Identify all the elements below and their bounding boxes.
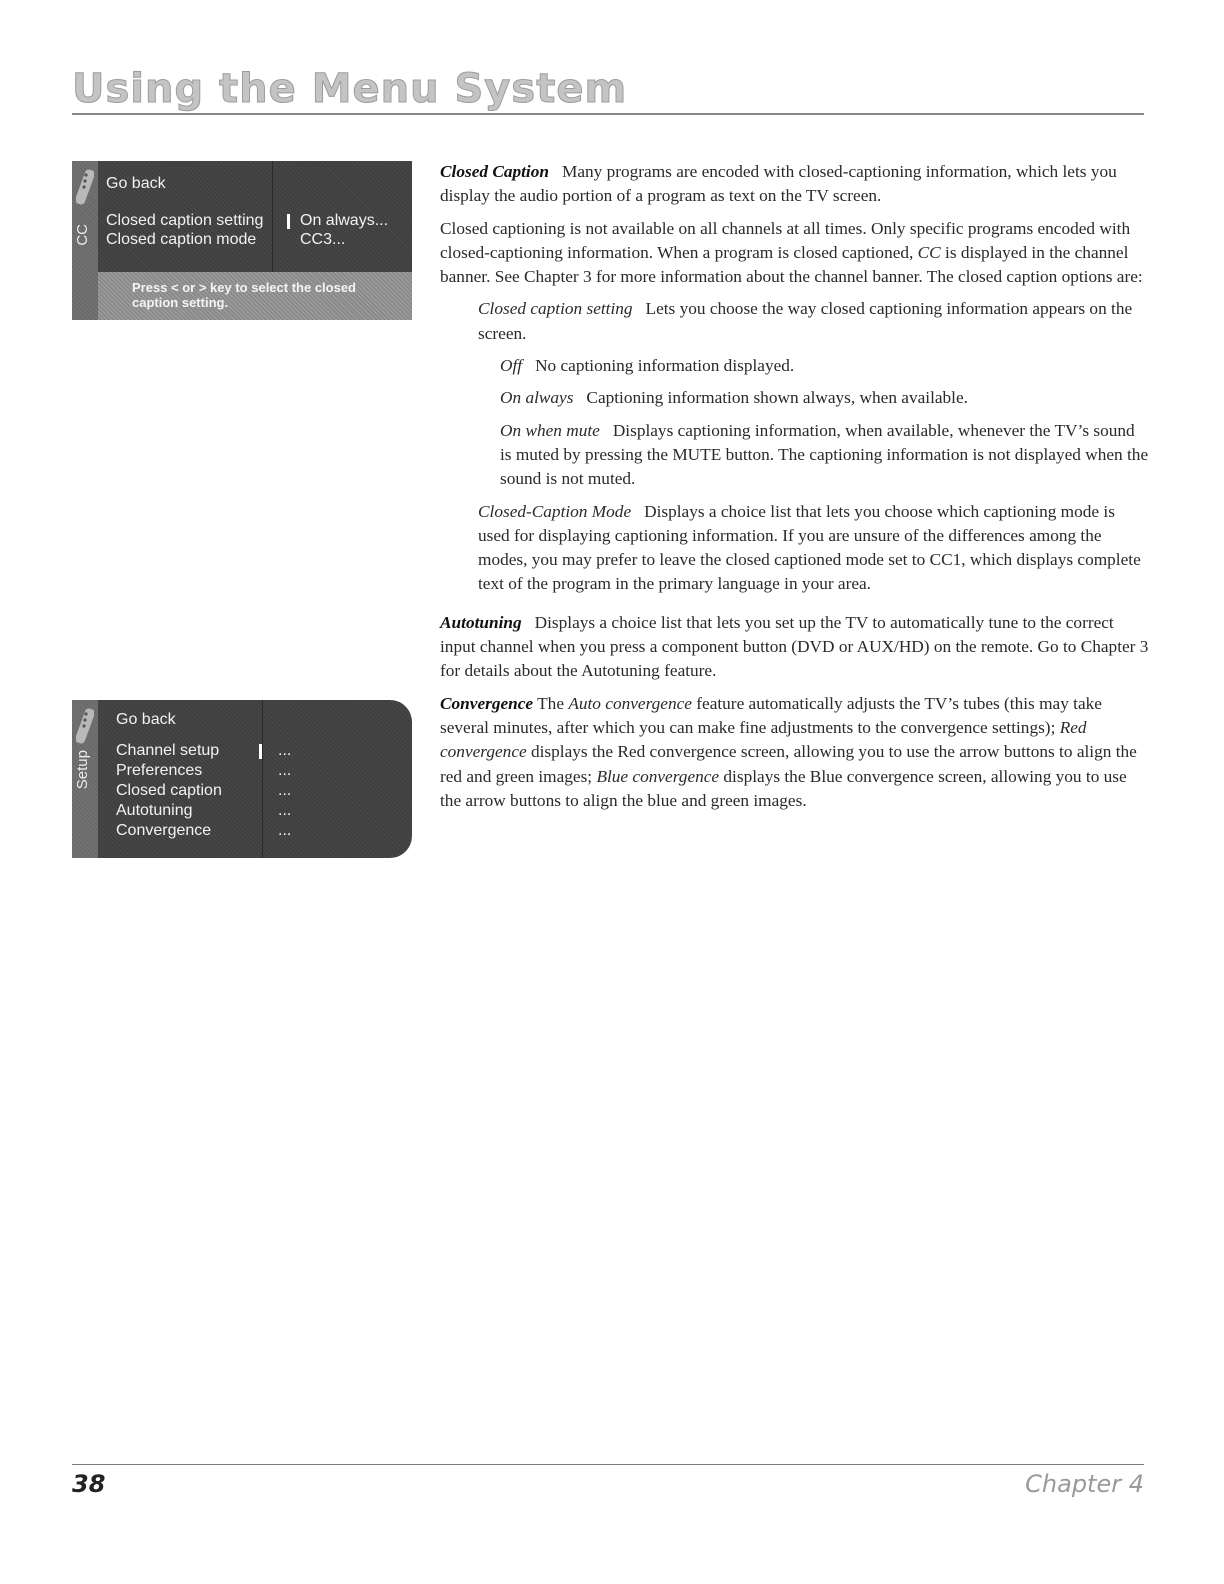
page-number: 38: [72, 1470, 106, 1498]
auto-convergence-term: Auto convergence: [568, 693, 692, 713]
closed-caption-mode-value: CC3...: [300, 231, 346, 248]
autotuning-heading: Autotuning: [440, 612, 522, 632]
menu-item-closed-caption-setting[interactable]: Closed caption setting: [106, 212, 264, 229]
menu-item-closed-caption[interactable]: Closed caption: [116, 782, 222, 799]
paragraph-convergence: [440, 692, 1150, 813]
chapter-label: Chapter 4: [1025, 1470, 1144, 1498]
closed-caption-heading: Closed Caption: [440, 162, 549, 181]
setup-menu-screenshot: [72, 700, 412, 858]
red-convergence-term: Red convergence: [440, 717, 1087, 762]
preferences-value: ...: [278, 762, 292, 779]
remote-control-icon: [76, 706, 94, 748]
convergence-value: ...: [278, 822, 292, 839]
cc-mode-description: Displays a choice list that lets you choose which captioning mode is used for displaying captioning information. If you are unsure of the differences among the modes, you may prefer to leave the closed captioned mode set to CC1, which displays complete text of the program in the primary language in your area.: [478, 501, 1141, 594]
body-text: [440, 160, 1150, 821]
autotuning-description: Displays a choice list that lets you set up the TV to automatically tune to the correct input channel when you press a component button (DVD or AUX/HD) on the remote. Go to Chapter 3 for details about the Autotuning feature.: [440, 612, 1149, 681]
closed-caption-description: Many programs are encoded with closed-captioning information, which lets you display the audio portion of a program as text on the TV screen.: [440, 162, 1117, 206]
closed-caption-value: ...: [278, 782, 292, 799]
cc-mode-term: Closed-Caption Mode: [478, 501, 632, 521]
text-run: feature automatically adjusts the TV’s tubes (this may take several minutes, after which you can make fine adjustments to the convergence settings);: [440, 693, 1102, 737]
menu-item-convergence[interactable]: Convergence: [116, 822, 212, 839]
cc-setting-term: Closed caption setting: [478, 299, 633, 319]
text-run: Closed captioning is not available on all channels at all times. Only specific programs encoded with closed-captioning information. When a program is closed captioned,: [440, 218, 1131, 262]
selection-cursor: [259, 744, 262, 759]
text-run: displays the Red convergence screen, allowing you to use the arrow buttons to align the red and green images;: [440, 742, 1137, 786]
paragraph-on-when-mute: [500, 419, 1150, 492]
paragraph-cc-availability: [440, 217, 1150, 290]
title-rule: [72, 113, 1144, 115]
on-when-mute-description: Displays captioning information, when available, whenever the TV’s sound is muted by pressing the MUTE button. The captioning information is not displayed when the sound is not muted.: [500, 420, 1149, 489]
menu-help-bar: [98, 272, 412, 320]
text-run: displays the Blue convergence screen, allowing you to use the arrow buttons to align the blue and green images.: [440, 766, 1127, 810]
autotuning-value: ...: [278, 802, 292, 819]
off-term: Off: [500, 356, 523, 376]
setup-tab-label: Setup: [74, 750, 91, 790]
on-when-mute-term: On when mute: [500, 420, 600, 440]
menu-item-go-back[interactable]: Go back: [116, 711, 176, 728]
channel-setup-value: ...: [278, 742, 292, 759]
selection-cursor: [287, 214, 290, 229]
menu-column-divider: [262, 700, 263, 858]
paragraph-cc-setting: [478, 297, 1150, 346]
blue-convergence-term: Blue convergence: [596, 766, 720, 786]
cc-setting-description: Lets you choose the way closed captioning information appears on the screen.: [478, 299, 1133, 343]
menu-column-divider: [272, 161, 273, 272]
menu-tab-strip: [72, 700, 98, 858]
menu-help-text: Press < or > key to select the closed caption setting.: [132, 280, 357, 310]
on-always-description: Captioning information shown always, when available.: [586, 388, 968, 408]
text-run: The: [537, 693, 569, 713]
remote-control-icon: [76, 167, 94, 209]
paragraph-off: [500, 354, 1150, 378]
menu-item-closed-caption-mode[interactable]: Closed caption mode: [106, 231, 257, 248]
cc-menu-screenshot: [72, 161, 412, 320]
closed-caption-setting-value: On always...: [300, 212, 389, 229]
paragraph-closed-caption: [440, 160, 1150, 209]
menu-item-preferences[interactable]: Preferences: [116, 762, 203, 779]
paragraph-cc-mode: [478, 500, 1150, 597]
menu-item-channel-setup[interactable]: Channel setup: [116, 742, 220, 759]
off-description: No captioning information displayed.: [535, 356, 795, 376]
footer-rule: [72, 1464, 1144, 1465]
menu-item-autotuning[interactable]: Autotuning: [116, 802, 193, 819]
page-title: Using the Menu System: [72, 66, 628, 112]
text-run: is displayed in the channel banner. See Chapter 3 for more information about the channel banner. The closed caption options are:: [440, 242, 1143, 287]
menu-item-go-back[interactable]: Go back: [106, 175, 166, 192]
paragraph-on-always: [500, 386, 1150, 410]
menu-tab-strip: [72, 161, 98, 320]
on-always-term: On always: [500, 388, 574, 408]
cc-term: CC: [917, 242, 941, 262]
paragraph-autotuning: [440, 611, 1150, 684]
cc-tab-label: CC: [74, 224, 91, 246]
convergence-heading: Convergence: [440, 693, 534, 713]
